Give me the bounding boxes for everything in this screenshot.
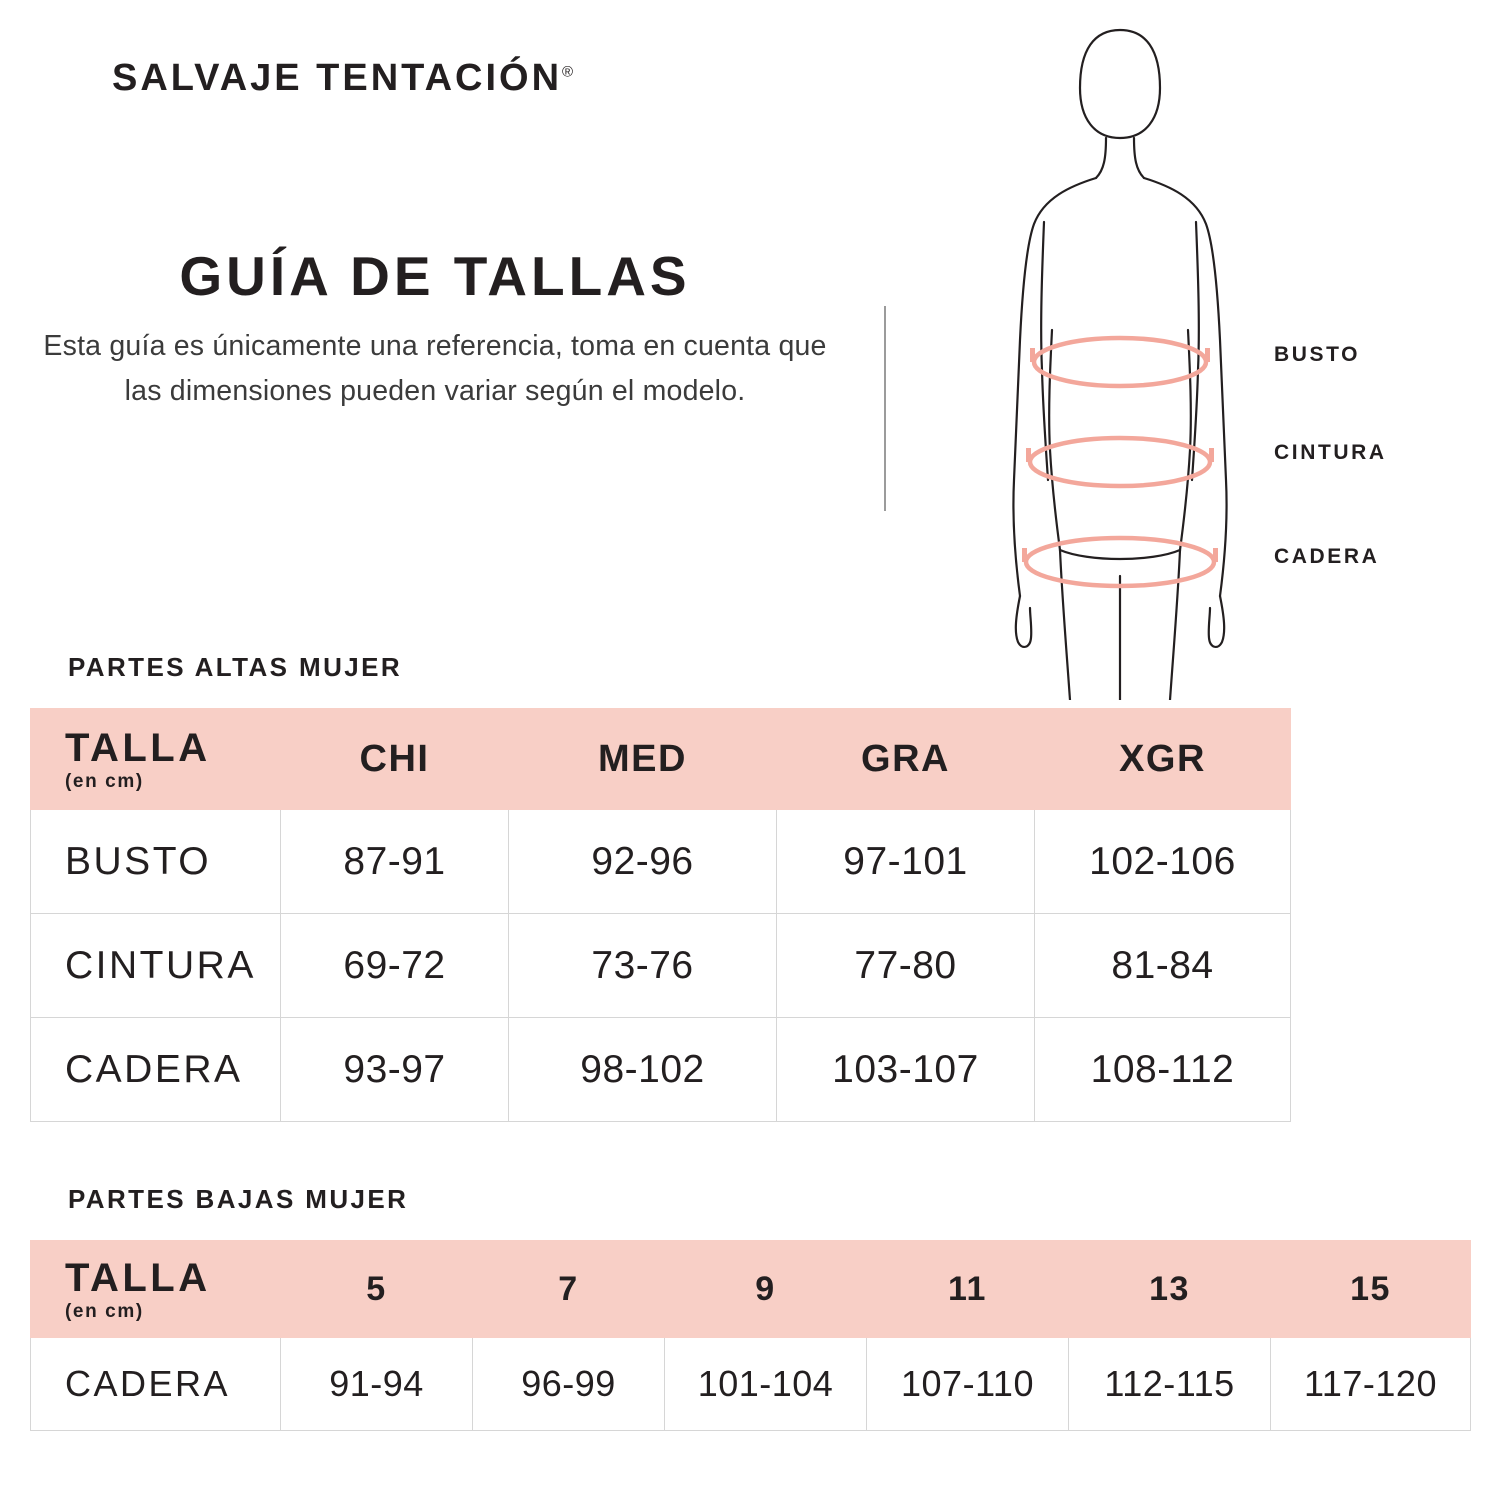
cell-cadera-15: 117-120 [1271,1338,1471,1431]
cell-busto-med: 92-96 [509,810,777,914]
table-header-row [31,1241,1471,1338]
table-header-talla [31,1241,281,1338]
cell-cintura-chi: 69-72 [281,914,509,1018]
table-header-size-gra: GRA [777,709,1035,810]
table-header-size-9: 9 [665,1241,867,1338]
table-header-row [31,709,1291,810]
cell-cadera-9: 101-104 [665,1338,867,1431]
page-title: GUÍA DE TALLAS [179,245,691,307]
row-label-cintura: CINTURA [31,914,281,1018]
cell-cadera-chi: 93-97 [281,1018,509,1122]
row-label-cadera: CADERA [31,1018,281,1122]
table-row [31,1338,1471,1431]
cell-cadera-5: 91-94 [281,1338,473,1431]
table-row [31,1018,1291,1122]
cell-cintura-xgr: 81-84 [1035,914,1291,1018]
table-header-size-med: MED [509,709,777,810]
table-header-talla [31,709,281,810]
cell-cadera-11: 107-110 [867,1338,1069,1431]
talla-main-label: TALLA [65,725,211,770]
bust-label: BUSTO [1274,343,1361,366]
vertical-divider [884,306,886,511]
cell-cadera-med: 98-102 [509,1018,777,1122]
talla-main-label: TALLA [65,1255,211,1300]
table-header-size-chi: CHI [281,709,509,810]
lower-body-size-table [30,1240,1471,1431]
cell-cadera-gra: 103-107 [777,1018,1035,1122]
top-section-caption: PARTES ALTAS MUJER [68,652,403,682]
table-header-size-xgr: XGR [1035,709,1291,810]
brand-title [112,57,573,100]
cell-busto-gra: 97-101 [777,810,1035,914]
table-row [31,914,1291,1018]
waist-measure-ring [1030,438,1210,486]
talla-sub-label: (en cm) [65,770,144,792]
bottom-section-caption: PARTES BAJAS MUJER [68,1184,409,1214]
table-header-size-5: 5 [281,1241,473,1338]
intro-text: Esta guía es únicamente una referencia, toma en cuenta que las dimensiones pueden variar según el modelo. [43,329,827,407]
bust-measure-ring [1034,338,1206,386]
hip-label: CADERA [1274,545,1380,568]
talla-sub-label: (en cm) [65,1300,144,1322]
table-header-size-11: 11 [867,1241,1069,1338]
upper-body-size-table [30,708,1291,1122]
table-header-size-7: 7 [473,1241,665,1338]
brand-name: SALVAJE TENTACIÓN [112,57,563,99]
table-row [31,810,1291,914]
row-label-cadera-bajas: CADERA [31,1338,281,1431]
cell-busto-xgr: 102-106 [1035,810,1291,914]
row-label-busto: BUSTO [31,810,281,914]
table-header-size-13: 13 [1069,1241,1271,1338]
cell-cadera-13: 112-115 [1069,1338,1271,1431]
waist-label: CINTURA [1274,441,1387,464]
table-header-size-15: 15 [1271,1241,1471,1338]
intro-block [40,245,830,414]
body-figure-illustration [960,10,1280,700]
cell-cadera-7: 96-99 [473,1338,665,1431]
registered-mark: ® [562,63,574,81]
cell-busto-chi: 87-91 [281,810,509,914]
cell-cintura-gra: 77-80 [777,914,1035,1018]
cell-cintura-med: 73-76 [509,914,777,1018]
cell-cadera-xgr: 108-112 [1035,1018,1291,1122]
